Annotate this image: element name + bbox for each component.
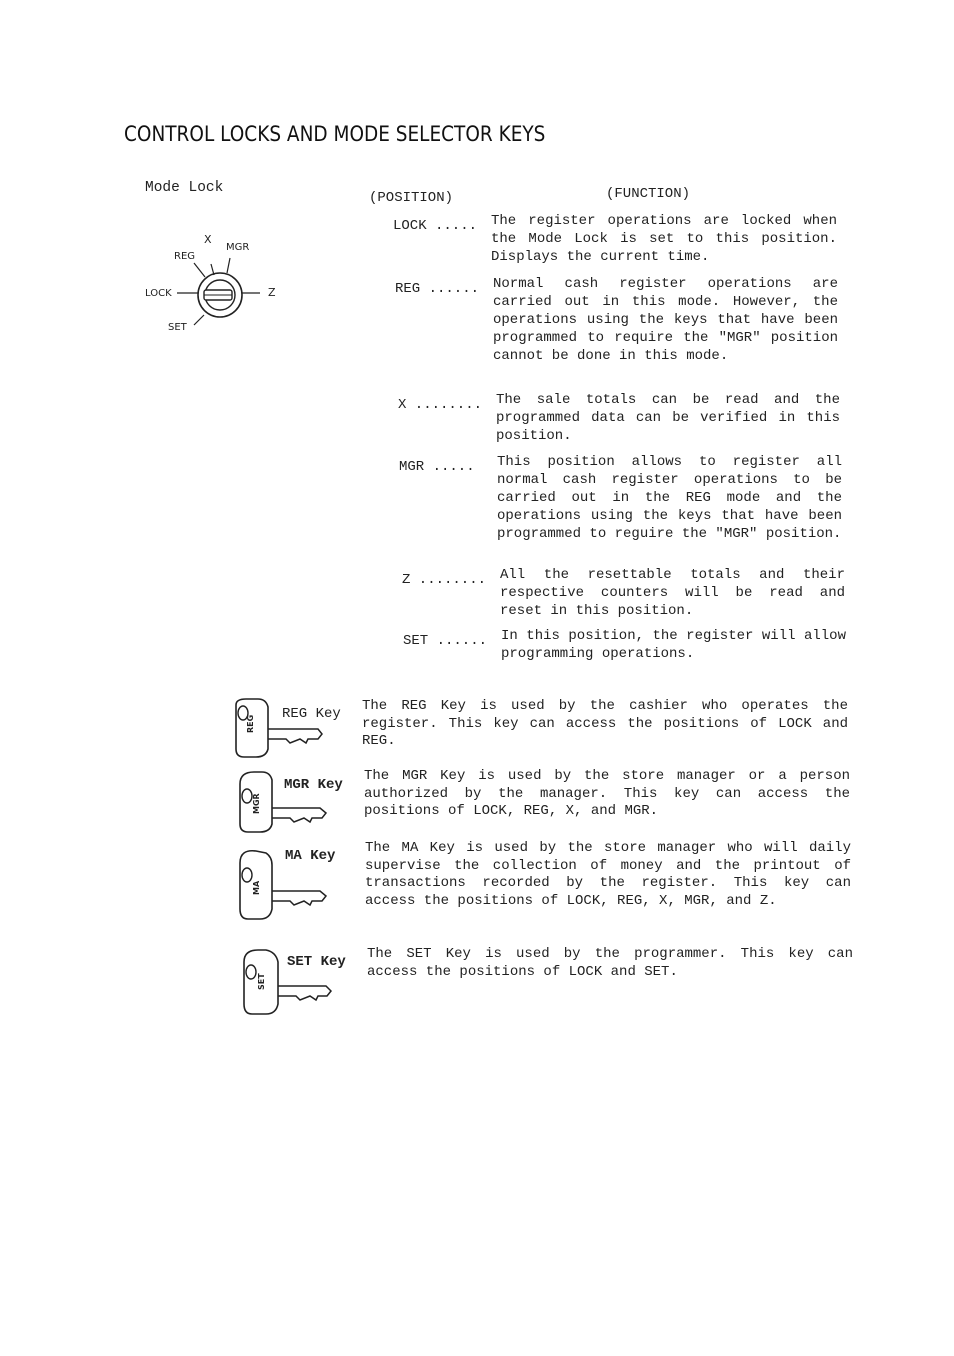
diagram-label-x: X (204, 233, 212, 246)
function-lock: The register operations are locked when the Mode Lock is set to this position. Displays the current time. (491, 213, 837, 265)
reg-key-label: REG Key (282, 706, 341, 722)
function-x: The sale totals can be read and the programmed data can be verified in this position. (496, 392, 840, 444)
position-header: (POSITION) (369, 190, 454, 206)
position-lock: LOCK ..... (393, 218, 478, 234)
position-x: X ........ (398, 397, 483, 413)
function-header: (FUNCTION) (606, 186, 691, 202)
mode-lock-diagram (140, 225, 290, 340)
function-reg: Normal cash register operations are carried out in this mode. However, the operations using the keys that have been programmed to require the "MGR" position cannot be done in this mode. (493, 276, 838, 364)
ma-key-label: MA Key (285, 848, 336, 864)
position-z: Z ........ (402, 572, 487, 588)
function-mgr: This position allows to register all normal cash register operations to be carried out in the REG mode and the operations using the keys that have been programmed to reguire the "MGR" position. (497, 454, 842, 542)
position-reg: REG ...... (395, 281, 480, 297)
ma-key-description: The MA Key is used by the store manager who will daily supervise the collection of money and the printout of transactions recorded by the register. This key can access the positions of LOCK, REG, X, MGR, and Z. (365, 840, 851, 909)
mgr-key-description: The MGR Key is used by the store manager or a person authorized by the manager. This key can access the positions of LOCK, REG, X, and MGR. (364, 768, 850, 819)
diagram-label-set: SET (168, 322, 187, 333)
function-z: All the resettable totals and their respective counters will be read and reset in this position. (500, 567, 845, 619)
set-key-label: SET Key (287, 954, 346, 970)
function-set: In this position, the register will allow programming operations. (501, 628, 846, 662)
mode-lock-label: Mode Lock (145, 180, 224, 196)
page-title: CONTROL LOCKS AND MODE SELECTOR KEYS (124, 122, 546, 146)
ma-key-tag: MA (252, 880, 261, 895)
diagram-label-mgr: MGR (226, 242, 250, 253)
reg-key-tag: REG (246, 714, 255, 733)
diagram-label-lock: LOCK (145, 288, 172, 299)
set-key-tag: SET (257, 973, 266, 990)
set-key-description: The SET Key is used by the programmer. This key can access the positions of LOCK and SET. (367, 946, 853, 980)
diagram-label-z: Z (268, 286, 276, 299)
mgr-key-tag: MGR (252, 793, 261, 814)
position-mgr: MGR ..... (399, 459, 475, 475)
mgr-key-label: MGR Key (284, 777, 343, 793)
diagram-label-reg: REG (174, 251, 196, 262)
position-set: SET ...... (403, 633, 488, 649)
reg-key-description: The REG Key is used by the cashier who operates the register. This key can access the positions of LOCK and REG. (362, 698, 848, 749)
